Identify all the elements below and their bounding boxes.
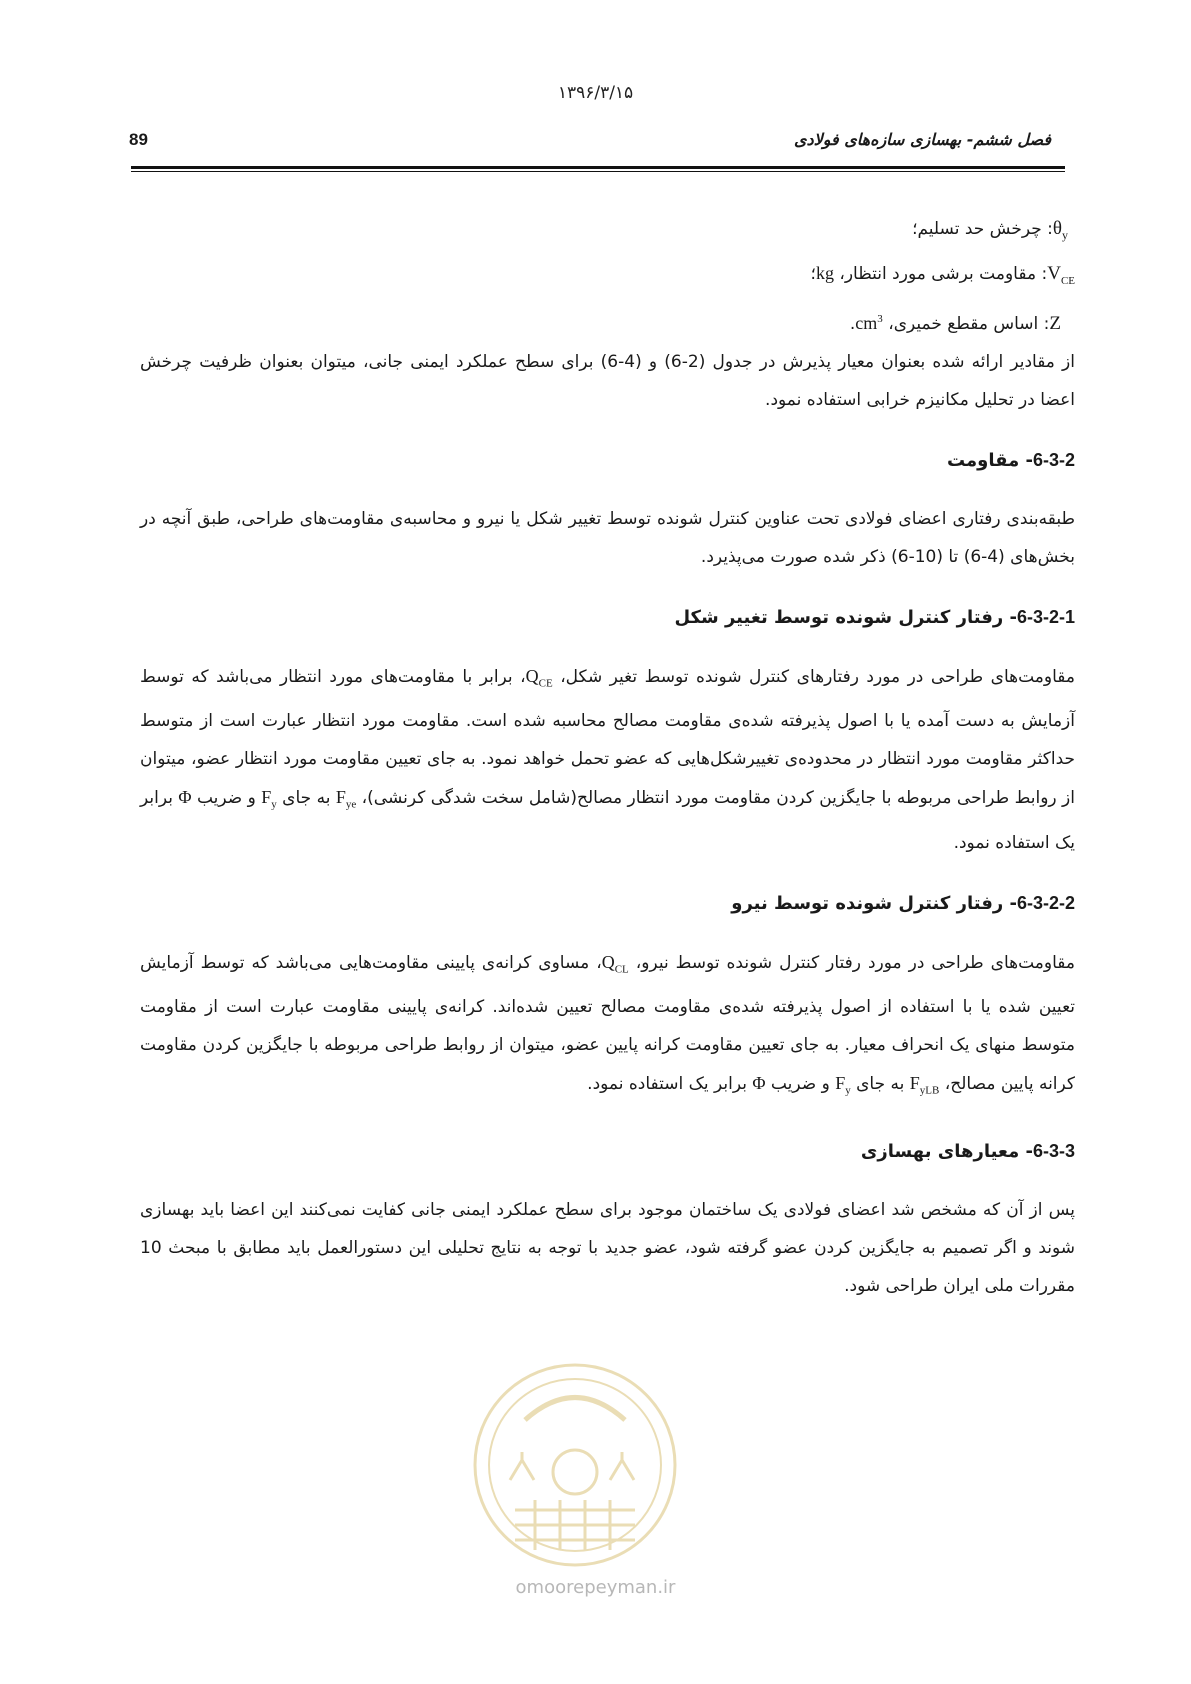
section-paragraph: مقاومت‌های طراحی در مورد رفتارهای کنترل شونده توسط تغیر شکل، $Q_{CE}،$ برابر با مقاومت‌های مورد انتظار می‌باشد که توسط آزمایش به دست آمده یا با اصول پذیرفته شده‌ی مقاومت مصالح محاسبه شده است. مقاومت مورد انتظار عبارت است از متوسط حداکثر مقاومت مورد انتظار در محدوده‌ی تغییرشکل‌هایی که عضو تحمل خواهد نمود. به جای تعیین مقاومت مورد انتظار عضو، میتوان از روابط طراحی مربوطه با جایگزین کردن مقاومت مورد انتظار مصالح(شامل سخت شدگی کرنشی)، $F_{ye}$ به جای $F_y$ و ضریب Φ برابر یک استفاده نمود. xyxy=(140,665,1075,853)
definition-unit: kg xyxy=(815,262,834,283)
definition-unit: $cm^3$ xyxy=(855,312,883,333)
section-number: 6-3-3 xyxy=(1032,1140,1075,1161)
page-number: 89 xyxy=(129,130,148,149)
section-heading xyxy=(140,1132,1075,1171)
definition-text: : مقاومت برشی مورد انتظار، xyxy=(839,263,1048,284)
symbol-fye: $F_{ye}$ xyxy=(335,787,357,811)
definition-symbol: $\theta_y$ xyxy=(1052,218,1068,242)
section-heading xyxy=(140,884,1075,923)
definition-text: : اساس مقطع خمیری، xyxy=(888,313,1050,334)
definition-theta-y xyxy=(140,210,1068,254)
definition-symbol: Z xyxy=(1049,312,1061,334)
symbol-phi: Φ xyxy=(178,787,192,808)
section-paragraph: پس از آن که مشخص شد اعضای فولادی یک ساختمان موجود برای سطح عملکرد ایمنی جانی کفایت نمی‌کنند این اعضا باید بهسازی شوند و اگر تصمیم به جایگزین کردن عضو گرفته شود، عضو جدید با توجه به نتایج تحلیلی این دستورالعمل باید مطابق با مبحث 10 مقررات ملی ایران طراحی شود. xyxy=(140,1199,1075,1296)
definition-z: Z: اساس مقطع خمیری، $cm^3$. xyxy=(849,312,1061,334)
page-content xyxy=(140,210,1075,1305)
chapter-title: فصل ششم- بهسازی سازه‌های فولادی xyxy=(793,130,1051,149)
definition-text: : چرخش حد تسلیم؛ xyxy=(912,219,1053,239)
section-paragraph: مقاومت‌های طراحی در مورد رفتار کنترل شونده توسط نیرو، $Q_{CL}،$ مساوی کرانه‌ی پایینی مقاومت‌هایی می‌باشد که توسط آزمایش تعیین شده یا با استفاده از اصول پذیرفته شده‌ی مقاومت مصالح تعیین شده‌اند. کرانه‌ی پایینی مقاومت عبارت است از مقاومت متوسط منهای یک انحراف معیار. به جای تعیین مقاومت کرانه پایین عضو، میتوان از روابط طراحی مربوطه با جایگزین کردن مقاومت کرانه پایین مصالح، $F_{yLB}$ به جای $F_y$ و ضریب Φ برابر یک استفاده نمود. xyxy=(140,951,1075,1097)
section-title: - مقاومت xyxy=(946,449,1033,471)
section-heading xyxy=(140,598,1075,637)
date-stamp: ۱۳۹۶/۳/۱۵ xyxy=(557,83,634,103)
section-heading xyxy=(140,441,1075,480)
symbol-fylb: $F_{yLB}$ xyxy=(909,1073,940,1097)
section-paragraph: طبقه‌بندی رفتاری اعضای فولادی تحت عناوین کنترل شونده توسط تغییر شکل یا نیرو و محاسبه‌ی مقاومت‌های طراحی، طبق آنچه در بخش‌های (4-6) تا (10-6) ذکر شده صورت می‌پذیرد. xyxy=(140,508,1075,567)
section-title: - رفتار کنترل شونده توسط نیرو xyxy=(731,892,1017,914)
section-number: 6-3-2-1 xyxy=(1016,606,1075,627)
section-title: - رفتار کنترل شونده توسط تغییر شکل xyxy=(674,606,1017,628)
symbol-phi: Φ xyxy=(752,1073,766,1094)
symbol-qce: $Q_{CE}$ xyxy=(525,665,553,690)
symbol-fy: $F_y$ xyxy=(261,787,277,811)
symbol-fy: $F_y$ xyxy=(835,1073,851,1097)
section-number: 6-3-2-2 xyxy=(1016,892,1075,913)
section-number: 6-3-2 xyxy=(1032,449,1075,470)
intro-paragraph: از مقادیر ارائه شده بعنوان معیار پذیرش در جدول (2-6) و (4-6) برای سطح عملکرد ایمنی جانی، میتوان بعنوان ظرفیت چرخش اعضا در تحلیل مکانیزم خرابی استفاده نمود. xyxy=(140,351,1075,410)
watermark-seal-icon xyxy=(470,1360,680,1570)
header-rule xyxy=(131,166,1065,172)
watermark-text: omoorepeyman.ir xyxy=(515,1577,676,1598)
definition-vce: $V_{CE}$: مقاومت برشی مورد انتظار، kg؛ xyxy=(810,262,1075,287)
definition-symbol: $V_{CE}$ xyxy=(1047,262,1075,287)
section-title: - معیارهای بهسازی xyxy=(860,1140,1033,1162)
symbol-qcl: $Q_{CL}$ xyxy=(601,951,629,976)
